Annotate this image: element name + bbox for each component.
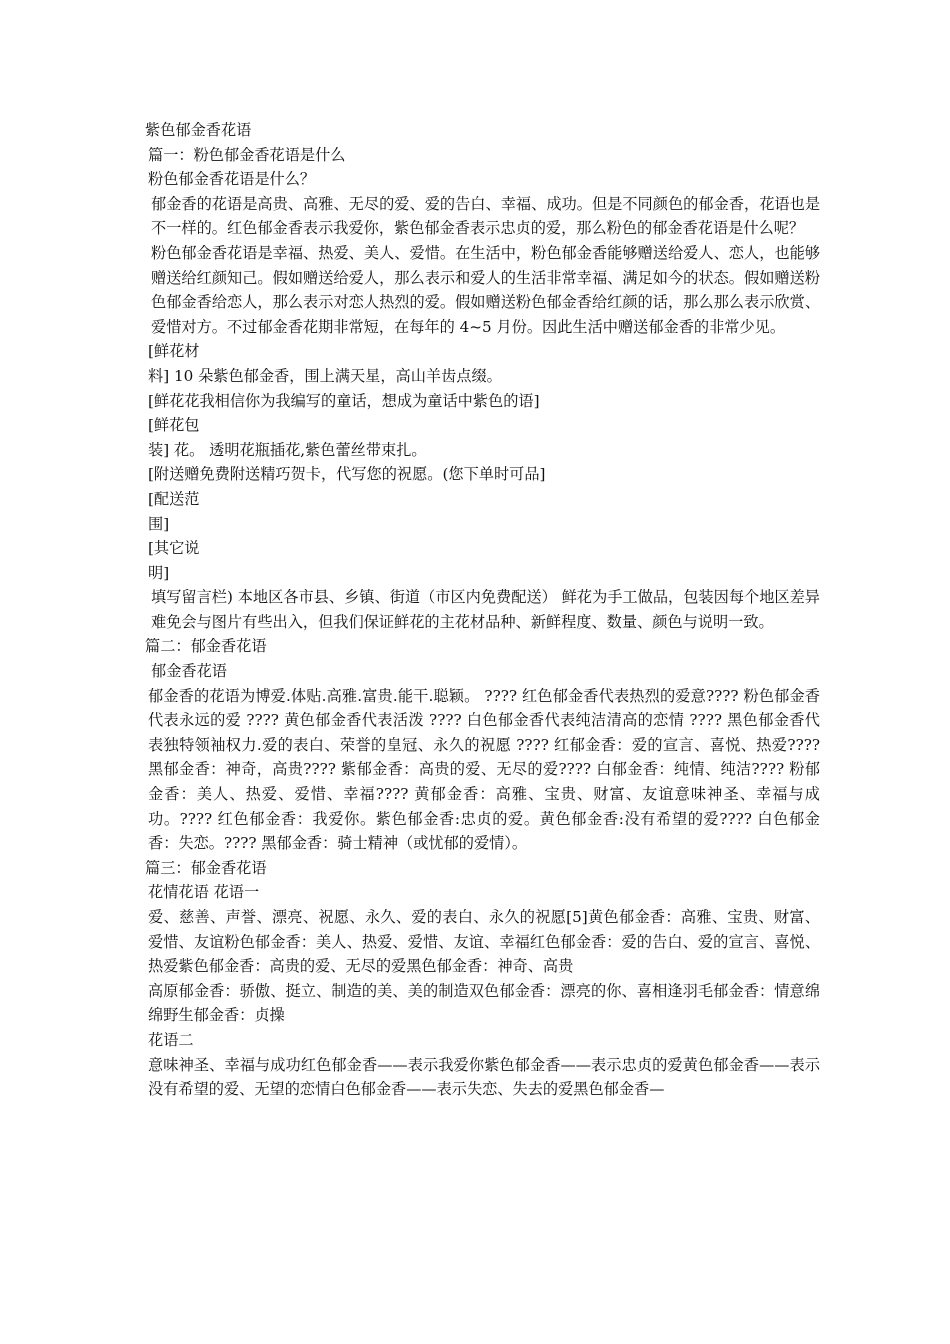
paragraph: [鲜花花我相信你为我编写的童话，想成为童话中紫色的语] <box>148 391 540 410</box>
document-body <box>145 143 825 1102</box>
paragraph: 篇一：粉色郁金香花语是什么 <box>148 145 346 164</box>
paragraph: 花语二 <box>148 1030 194 1049</box>
paragraph: [其它说 <box>148 539 200 558</box>
paragraph: 填写留言栏) 本地区各市县、乡镇、街道（市区内免费配送） 鲜花为手工做品，包装因每个地区差异难免会与图片有些出入，但我们保证鲜花的主花材品种、新鲜程度、数量、颜色与说明一致。 <box>151 588 820 631</box>
document-title: 紫色郁金香花语 <box>145 121 252 139</box>
paragraph: 郁金香花语 <box>151 662 227 681</box>
paragraph: 粉色郁金香花语是什么？ <box>148 170 316 189</box>
paragraph: [鲜花材 <box>148 342 200 361</box>
paragraph: 篇二：郁金香花语 <box>145 637 267 656</box>
paragraph: 高原郁金香：骄傲、挺立、制造的美、美的制造双色郁金香：漂亮的你、喜相逢羽毛郁金香：情意绵绵野生郁金香：贞操 <box>148 981 820 1025</box>
paragraph: 料] 10 朵紫色郁金香，围上满天星，高山羊齿点缀。 <box>148 366 502 385</box>
paragraph: 明] <box>148 563 170 582</box>
paragraph: 爱、慈善、声誉、漂亮、祝愿、永久、爱的表白、永久的祝愿[5]黄色郁金香：高雅、宝贵、财富、爱惜、友谊粉色郁金香：美人、热爱、爱惜、友谊、幸福红色郁金香：爱的告白、爱的宣言、喜悦、热爱紫色郁金香：高贵的爱、无尽的爱黑色郁金香：神奇、高贵 <box>148 908 820 976</box>
paragraph: 意味神圣、幸福与成功红色郁金香——表示我爱你紫色郁金香——表示忠贞的爱黄色郁金香——表示没有希望的爱、无望的恋情白色郁金香——表示失恋、失去的爱黑色郁金香— <box>148 1055 820 1099</box>
paragraph: [附送赠免费附送精巧贺卡，代写您的祝愿。(您下单时可品] <box>148 465 546 484</box>
paragraph: [鲜花包 <box>148 416 200 435</box>
paragraph: 围] <box>148 514 170 533</box>
paragraph: 郁金香的花语为博爱.体贴.高雅.富贵.能干.聪颖。 ???? 红色郁金香代表热烈的爱意???? 粉色郁金香代表永远的爱 ???? 黄色郁金香代表活泼 ???? 白色郁金香代表纯洁清高的恋情 ???? 黑色郁金香代表独特领袖权力.爱的表白、荣誉的皇冠、永久的祝愿 ???? 红郁金香：爱的宣言、喜悦、热爱???? 黑郁金香：神奇，高贵???? 紫郁金香：高贵的爱、无尽的爱???? 白郁金香：纯情、纯洁???? 粉郁金香：美人、热爱、爱惜、幸福???? 黄郁金香：高雅、宝贵、财富、友谊意味神圣、幸福与成功。???? 红色郁金香：我爱你。紫色郁金香:忠贞的爱。黄色郁金香:没有希望的爱???? 白色郁金香：失恋。???? 黑郁金香：骑士精神（或忧郁的爱情）。 <box>148 686 825 853</box>
paragraph: 花情花语 花语一 <box>148 883 260 902</box>
document-page <box>145 118 825 1102</box>
paragraph: 装] 花。 透明花瓶插花,紫色蕾丝带束扎。 <box>148 440 427 459</box>
paragraph: 篇三：郁金香花语 <box>145 858 267 877</box>
paragraph: 粉色郁金香花语是幸福、热爱、美人、爱惜。在生活中，粉色郁金香能够赠送给爱人、恋人，也能够赠送给红颜知己。假如赠送给爱人，那么表示和爱人的生活非常幸福、满足如今的状态。假如赠送粉色郁金香给恋人，那么表示对恋人热烈的爱。假如赠送粉色郁金香给红颜的话，那么那么表示欣赏、爱惜对方。不过郁金香花期非常短，在每年的 4~5 月份。因此生活中赠送郁金香的非常少见。 <box>151 243 820 336</box>
paragraph: [配送范 <box>148 489 200 508</box>
paragraph: 郁金香的花语是高贵、高雅、无尽的爱、爱的告白、幸福、成功。但是不同颜色的郁金香，花语也是不一样的。红色郁金香表示我爱你，紫色郁金香表示忠贞的爱，那么粉色的郁金香花语是什么呢？ <box>151 194 820 238</box>
